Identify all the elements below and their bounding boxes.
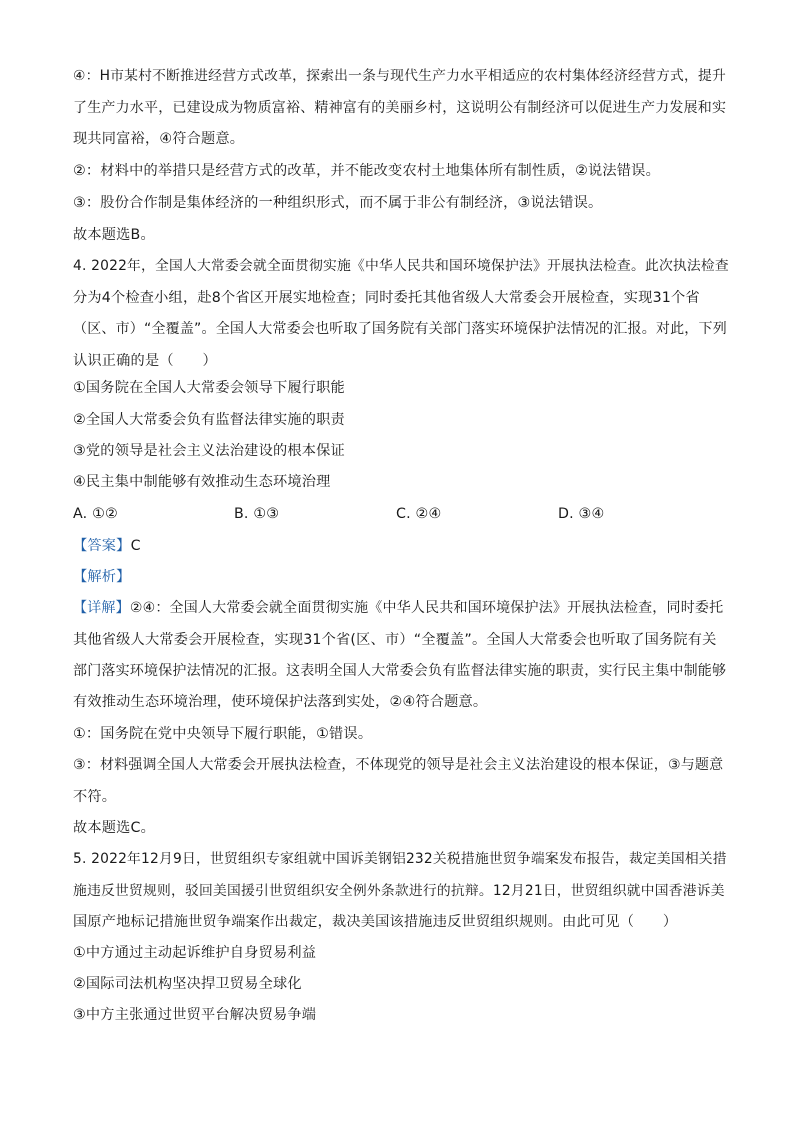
q3-conclusion: 故本题选B。: [73, 227, 155, 243]
q4-answer: [73, 536, 728, 556]
q4-conclusion: 故本题选C。: [73, 820, 156, 836]
analysis-label: 【解析】: [73, 569, 131, 585]
q5-statement-3: ③中方主张通过世贸平台解决贸易争端: [73, 1007, 317, 1023]
q4-options: [73, 504, 728, 524]
q4-stem-line-3: （区、市）“全覆盖”。全国人大常委会也听取了国务院有关部门落实环境保护法情况的汇报。对此，下列: [73, 321, 727, 337]
q4-detail-line-6: ③：材料强调全国人大常委会开展执法检查，不体现党的领导是社会主义法治建设的根本保证，③与题意: [73, 757, 724, 773]
detail-label: 【详解】: [73, 600, 130, 616]
q4-stem-line-1: 4. 2022年，全国人大常委会就全面贯彻实施《中华人民共和国环境保护法》开展执法检查。此次执法检查: [73, 258, 729, 274]
q4-detail-line-4: 有效推动生态环境治理，使环境保护法落到实处，②④符合题意。: [73, 694, 488, 710]
q5-stem-line-2: 施违反世贸规则，驳回美国援引世贸组织安全例外条款进行的抗辩。12月21日，世贸组织就中国香港诉美: [73, 883, 725, 899]
q4-stem-line-2: 分为4个检查小组，赴8个省区开展实地检查；同时委托其他省级人大常委会开展检查，实现31个省: [73, 290, 700, 306]
answer-value: C: [130, 538, 141, 554]
detail-text: ②④：全国人大常委会就全面贯彻实施《中华人民共和国环境保护法》开展执法检查，同时委托: [129, 600, 724, 616]
q3-analysis-line-1: ④：H市某村不断推进经营方式改革，探索出一条与现代生产力水平相适应的农村集体经济经营方式，提升: [73, 68, 726, 84]
q4-detail-line-5: ①：国务院在党中央领导下履行职能，①错误。: [73, 726, 373, 742]
q5-stem-line-3: 国原产地标记措施世贸争端案作出裁定，裁决美国该措施违反世贸组织规则。由此可见（ ）: [73, 914, 678, 930]
q5-statement-2: ②国际司法机构坚决捍卫贸易全球化: [73, 976, 302, 992]
q4-detail-line-7: 不符。: [73, 789, 117, 805]
q4-detail-line-3: 部门落实环境保护法情况的汇报。这表明全国人大常委会负有监督法律实施的职责，实行民主集中制能够: [73, 663, 727, 679]
q4-option-c: C. ②④: [396, 506, 442, 522]
q4-statement-1: ①国务院在全国人大常委会领导下履行职能: [73, 380, 345, 396]
q4-option-b: B. ①③: [234, 506, 280, 522]
q5-statement-1: ①中方通过主动起诉维护自身贸易利益: [73, 945, 317, 961]
q4-detail-line-1: [73, 598, 728, 618]
q4-analysis-heading: [73, 567, 728, 587]
q3-analysis-line-5: ③：股份合作制是集体经济的一种组织形式，而不属于非公有制经济，③说法错误。: [73, 195, 603, 211]
q4-statement-4: ④民主集中制能够有效推动生态环境治理: [73, 474, 331, 490]
q4-option-a: A. ①②: [73, 506, 118, 522]
answer-label: 【答案】: [73, 538, 131, 554]
q4-statement-3: ③党的领导是社会主义法治建设的根本保证: [73, 443, 345, 459]
q4-option-d: D. ③④: [558, 506, 605, 522]
q4-detail-line-2: 其他省级人大常委会开展检查，实现31个省(区、市）“全覆盖”。全国人大常委会也听取了国务院有关: [73, 632, 717, 648]
q3-analysis-line-4: ②：材料中的举措只是经营方式的改革，并不能改变农村土地集体所有制性质，②说法错误。: [73, 163, 660, 179]
q3-analysis-line-3: 现共同富裕，④符合题意。: [73, 131, 245, 147]
q4-stem-line-4: 认识正确的是（ ）: [73, 353, 217, 369]
q5-stem-line-1: 5. 2022年12月9日，世贸组织专家组就中国诉美钢铝232关税措施世贸争端案发布报告，裁定美国相关措: [73, 851, 727, 867]
q4-statement-2: ②全国人大常委会负有监督法律实施的职责: [73, 412, 345, 428]
q3-analysis-line-2: 了生产力水平，已建设成为物质富裕、精神富有的美丽乡村，这说明公有制经济可以促进生产力发展和实: [73, 100, 727, 116]
